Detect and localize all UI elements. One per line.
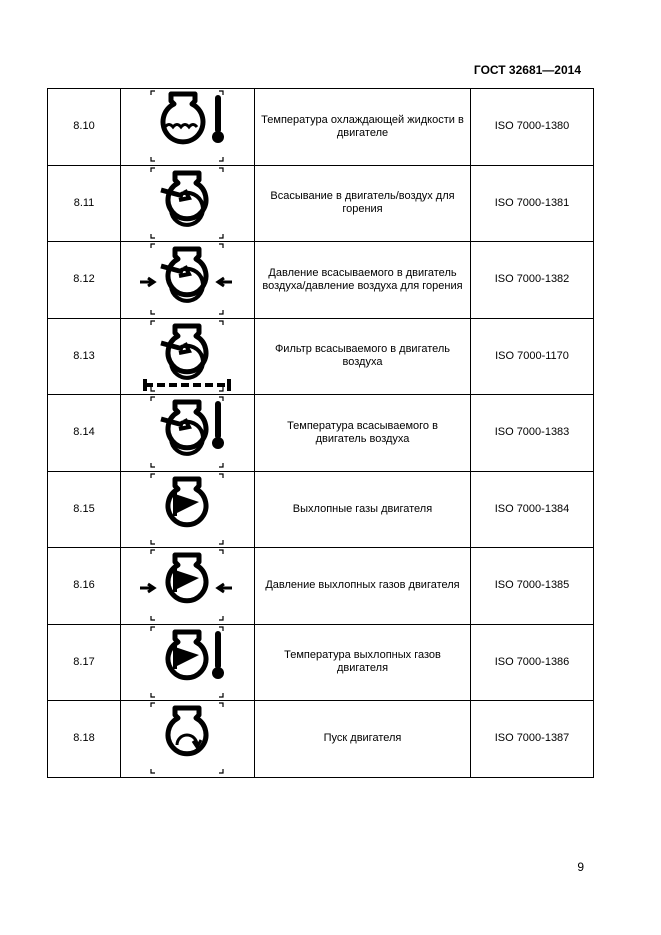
standard-header: ГОСТ 32681—2014 — [473, 63, 581, 77]
engine-intake-air-icon — [121, 165, 255, 242]
table-row — [48, 242, 594, 319]
symbol-description: Фильтр всасываемого в двигатель воздуха — [255, 318, 471, 395]
symbol-description: Выхлопные газы двигателя — [255, 471, 471, 548]
table-row — [48, 624, 594, 701]
engine-exhaust-temperature-icon — [121, 624, 255, 701]
engine-start-icon — [121, 701, 255, 778]
row-number: 8.15 — [48, 471, 121, 548]
symbol-description: Всасывание в двигатель/воздух для горения — [255, 165, 471, 242]
iso-reference: ISO 7000-1384 — [471, 471, 594, 548]
engine-intake-air-pressure-icon — [121, 242, 255, 319]
iso-reference: ISO 7000-1386 — [471, 624, 594, 701]
symbol-description: Температура выхлопных газов двигателя — [255, 624, 471, 701]
row-number: 8.17 — [48, 624, 121, 701]
row-number: 8.14 — [48, 395, 121, 472]
table-row — [48, 318, 594, 395]
iso-reference: ISO 7000-1382 — [471, 242, 594, 319]
iso-reference: ISO 7000-1380 — [471, 89, 594, 166]
engine-intake-air-filter-icon — [121, 318, 255, 395]
table-row — [48, 395, 594, 472]
engine-exhaust-icon — [121, 471, 255, 548]
page-number: 9 — [577, 860, 584, 874]
engine-intake-air-temperature-icon — [121, 395, 255, 472]
table-row — [48, 701, 594, 778]
iso-reference: ISO 7000-1383 — [471, 395, 594, 472]
iso-reference: ISO 7000-1381 — [471, 165, 594, 242]
row-number: 8.18 — [48, 701, 121, 778]
symbol-description: Давление выхлопных газов двигателя — [255, 548, 471, 625]
symbol-description: Пуск двигателя — [255, 701, 471, 778]
row-number: 8.10 — [48, 89, 121, 166]
table-row — [48, 165, 594, 242]
row-number: 8.13 — [48, 318, 121, 395]
engine-exhaust-pressure-icon — [121, 548, 255, 625]
symbol-description: Температура всасываемого в двигатель воздуха — [255, 395, 471, 472]
symbol-description: Температура охлаждающей жидкости в двигателе — [255, 89, 471, 166]
row-number: 8.16 — [48, 548, 121, 625]
symbols-table — [47, 88, 594, 778]
row-number: 8.11 — [48, 165, 121, 242]
symbol-description: Давление всасываемого в двигатель воздуха/давление воздуха для горения — [255, 242, 471, 319]
table-row — [48, 471, 594, 548]
iso-reference: ISO 7000-1385 — [471, 548, 594, 625]
iso-reference: ISO 7000-1170 — [471, 318, 594, 395]
table-row — [48, 548, 594, 625]
iso-reference: ISO 7000-1387 — [471, 701, 594, 778]
engine-coolant-temperature-icon — [121, 89, 255, 166]
row-number: 8.12 — [48, 242, 121, 319]
table-row — [48, 89, 594, 166]
